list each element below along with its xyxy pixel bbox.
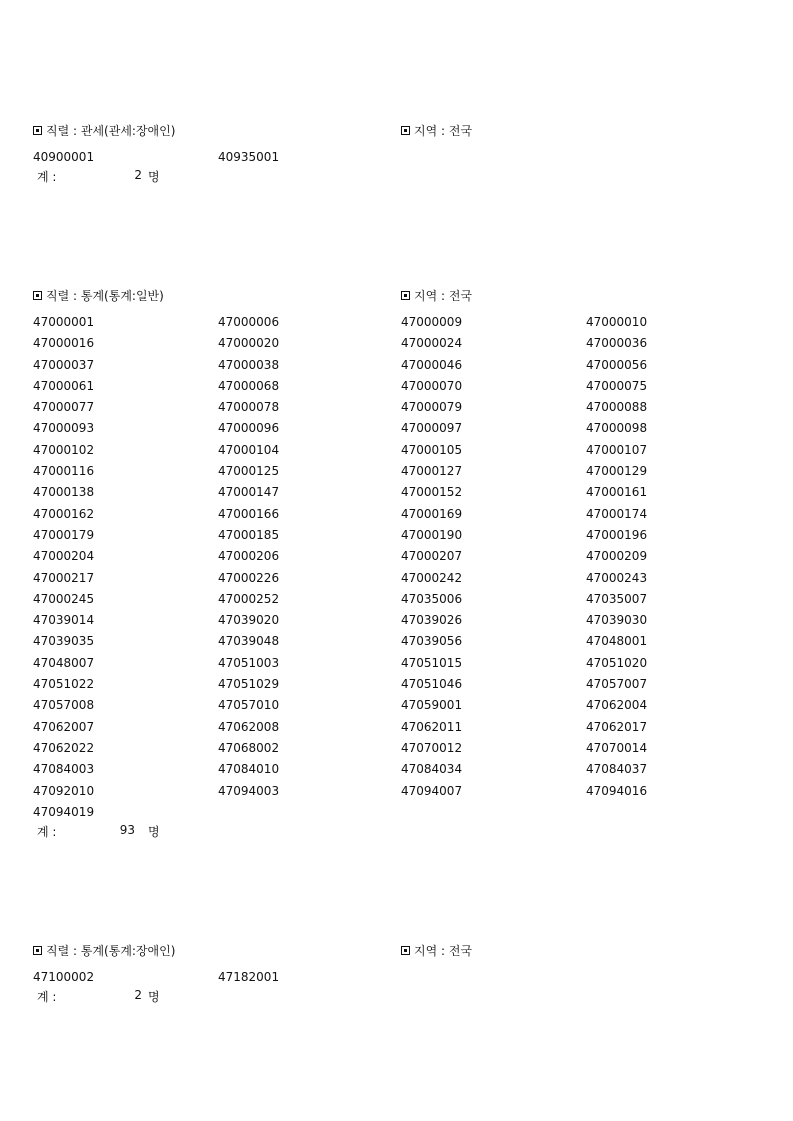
applicant-id: 47100002 — [33, 970, 95, 984]
applicant-id: 47051046 — [401, 677, 463, 692]
region-header — [401, 122, 472, 139]
square-bullet-icon — [33, 126, 42, 135]
applicant-id: 47062011 — [401, 719, 463, 734]
region-label: 지역 : 전국 — [414, 289, 473, 303]
applicant-id: 47000162 — [33, 506, 95, 521]
applicant-id: 47000138 — [33, 485, 95, 500]
applicant-id: 47094016 — [586, 783, 648, 798]
applicant-id: 47000161 — [586, 485, 648, 500]
id-row — [33, 695, 706, 716]
applicant-id: 47000179 — [33, 527, 95, 542]
applicant-id: 47051022 — [33, 677, 95, 692]
applicant-id: 47062008 — [218, 719, 280, 734]
empty-cell — [401, 802, 586, 823]
applicant-id: 47000088 — [586, 400, 648, 415]
applicant-id: 47070012 — [401, 740, 463, 755]
id-row — [33, 674, 706, 695]
region-label: 지역 : 전국 — [414, 124, 473, 138]
section-header — [0, 287, 793, 307]
applicant-id: 47068002 — [218, 740, 280, 755]
applicant-id: 47000104 — [218, 442, 280, 457]
applicant-id: 47000127 — [401, 464, 463, 479]
id-row — [33, 568, 706, 589]
total-row — [37, 823, 793, 845]
region-label: 지역 : 전국 — [414, 944, 473, 958]
applicant-id: 47048007 — [33, 655, 95, 670]
applicant-id: 47000129 — [586, 464, 648, 479]
square-bullet-icon — [401, 291, 410, 300]
total-count: 2 — [134, 988, 142, 1003]
applicant-id: 47000024 — [401, 336, 463, 351]
applicant-id: 47084034 — [401, 762, 463, 777]
applicant-id: 47000001 — [33, 315, 95, 329]
applicant-id: 47062004 — [586, 698, 648, 713]
id-row — [33, 333, 706, 354]
applicant-id: 47000166 — [218, 506, 280, 521]
applicant-id: 47000204 — [33, 549, 95, 564]
applicant-id: 47084010 — [218, 762, 280, 777]
total-label: 계 : — [37, 990, 57, 1005]
applicant-id: 47000243 — [586, 570, 648, 585]
total-count: 2 — [134, 168, 142, 183]
id-row — [33, 610, 706, 631]
id-row — [33, 759, 706, 780]
applicant-id: 47000078 — [218, 400, 280, 415]
applicant-id: 47000016 — [33, 336, 95, 351]
job-category-label: 직렬 : 통계(통계:장애인) — [46, 944, 176, 958]
applicant-id: 47000037 — [33, 357, 95, 372]
id-row — [33, 147, 706, 168]
applicant-id: 47057007 — [586, 677, 648, 692]
applicant-id: 47000207 — [401, 549, 463, 564]
applicant-id: 47000125 — [218, 464, 280, 479]
job-category-header — [33, 287, 164, 304]
applicant-id: 47035006 — [401, 591, 463, 606]
applicant-id: 47057010 — [218, 698, 280, 713]
id-row — [33, 376, 706, 397]
applicant-id-table — [33, 147, 706, 168]
total-count: 93 — [119, 823, 135, 838]
section-statistics-disabled — [0, 942, 793, 1010]
applicant-id: 47051020 — [586, 655, 648, 670]
applicant-id: 47084037 — [586, 762, 648, 777]
job-category-label: 직렬 : 관세(관세:장애인) — [46, 124, 176, 138]
applicant-id: 47000070 — [401, 378, 463, 393]
total-row — [37, 168, 793, 190]
square-bullet-icon — [401, 946, 410, 955]
applicant-id: 47051029 — [218, 677, 280, 692]
id-row — [33, 631, 706, 652]
square-bullet-icon — [33, 946, 42, 955]
id-row — [33, 802, 706, 823]
applicant-id: 47000107 — [586, 442, 648, 457]
applicant-id: 47062007 — [33, 719, 95, 734]
applicant-id: 40900001 — [33, 150, 95, 164]
applicant-id: 47182001 — [218, 970, 280, 984]
region-header — [401, 287, 472, 304]
applicant-id: 47000068 — [218, 378, 280, 393]
empty-cell — [401, 967, 586, 988]
square-bullet-icon — [33, 291, 42, 300]
total-unit: 명 — [148, 825, 160, 840]
applicant-id: 47000152 — [401, 485, 463, 500]
applicant-id: 47000096 — [218, 421, 280, 436]
applicant-id: 47000038 — [218, 357, 280, 372]
applicant-id: 47000075 — [586, 378, 648, 393]
applicant-id: 47000147 — [218, 485, 280, 500]
applicant-id: 47000102 — [33, 442, 95, 457]
applicant-id: 47000098 — [586, 421, 648, 436]
applicant-id: 47039030 — [586, 613, 648, 628]
applicant-id: 47000046 — [401, 357, 463, 372]
job-category-header — [33, 942, 175, 959]
applicant-id: 47000190 — [401, 527, 463, 542]
total-unit: 명 — [148, 990, 160, 1005]
id-row — [33, 312, 706, 333]
applicant-id: 47057008 — [33, 698, 95, 713]
applicant-id: 47059001 — [401, 698, 463, 713]
applicant-id: 47000169 — [401, 506, 463, 521]
job-category-header — [33, 122, 175, 139]
applicant-id: 47000010 — [586, 315, 648, 329]
applicant-id: 47094019 — [33, 804, 95, 819]
applicant-id: 47000097 — [401, 421, 463, 436]
id-row — [33, 525, 706, 546]
applicant-id: 47000226 — [218, 570, 280, 585]
applicant-id: 47035007 — [586, 591, 648, 606]
total-label: 계 : — [37, 825, 57, 840]
applicant-id: 47000061 — [33, 378, 95, 393]
section-header — [0, 122, 793, 142]
total-unit: 명 — [148, 170, 160, 185]
applicant-id: 47000209 — [586, 549, 648, 564]
id-row — [33, 355, 706, 376]
applicant-id: 47000105 — [401, 442, 463, 457]
applicant-id: 40935001 — [218, 150, 280, 164]
applicant-id-table — [33, 967, 706, 988]
id-row — [33, 738, 706, 759]
id-row — [33, 967, 706, 988]
applicant-id: 47051003 — [218, 655, 280, 670]
applicant-id: 47039048 — [218, 634, 280, 649]
applicant-id: 47039014 — [33, 613, 95, 628]
applicant-id: 47094007 — [401, 783, 463, 798]
applicant-id: 47000079 — [401, 400, 463, 415]
id-row — [33, 781, 706, 802]
applicant-id: 47000185 — [218, 527, 280, 542]
id-row — [33, 418, 706, 439]
section-header — [0, 942, 793, 962]
applicant-id: 47000056 — [586, 357, 648, 372]
applicant-id: 47000245 — [33, 591, 95, 606]
empty-cell — [218, 802, 401, 823]
job-category-label: 직렬 : 통계(통계:일반) — [46, 289, 164, 303]
applicant-id: 47039056 — [401, 634, 463, 649]
empty-cell — [401, 147, 586, 168]
empty-cell — [586, 802, 706, 823]
applicant-id: 47000196 — [586, 527, 648, 542]
id-row — [33, 461, 706, 482]
applicant-id: 47000174 — [586, 506, 648, 521]
applicant-id-table — [33, 312, 706, 823]
applicant-id: 47051015 — [401, 655, 463, 670]
total-label: 계 : — [37, 170, 57, 185]
empty-cell — [586, 967, 706, 988]
square-bullet-icon — [401, 126, 410, 135]
section-statistics-general — [0, 287, 793, 845]
applicant-id: 47000009 — [401, 315, 463, 329]
id-row — [33, 546, 706, 567]
applicant-id: 47039035 — [33, 634, 95, 649]
section-customs-disabled — [0, 122, 793, 190]
applicant-id: 47092010 — [33, 783, 95, 798]
id-row — [33, 440, 706, 461]
id-row — [33, 653, 706, 674]
applicant-id: 47084003 — [33, 762, 95, 777]
id-row — [33, 482, 706, 503]
id-row — [33, 717, 706, 738]
applicant-id: 47039026 — [401, 613, 463, 628]
id-row — [33, 504, 706, 525]
empty-cell — [586, 147, 706, 168]
applicant-id: 47000116 — [33, 464, 95, 479]
applicant-id: 47000217 — [33, 570, 95, 585]
region-header — [401, 942, 472, 959]
applicant-id: 47000077 — [33, 400, 95, 415]
applicant-id: 47000036 — [586, 336, 648, 351]
applicant-id: 47039020 — [218, 613, 280, 628]
applicant-id: 47000006 — [218, 315, 280, 329]
id-row — [33, 589, 706, 610]
applicant-id: 47000093 — [33, 421, 95, 436]
applicant-id: 47000020 — [218, 336, 280, 351]
applicant-id: 47070014 — [586, 740, 648, 755]
applicant-id: 47048001 — [586, 634, 648, 649]
id-row — [33, 397, 706, 418]
applicant-id: 47062017 — [586, 719, 648, 734]
applicant-id: 47000252 — [218, 591, 280, 606]
applicant-id: 47062022 — [33, 740, 95, 755]
applicant-id: 47000206 — [218, 549, 280, 564]
applicant-id: 47000242 — [401, 570, 463, 585]
total-row — [37, 988, 793, 1010]
applicant-id: 47094003 — [218, 783, 280, 798]
